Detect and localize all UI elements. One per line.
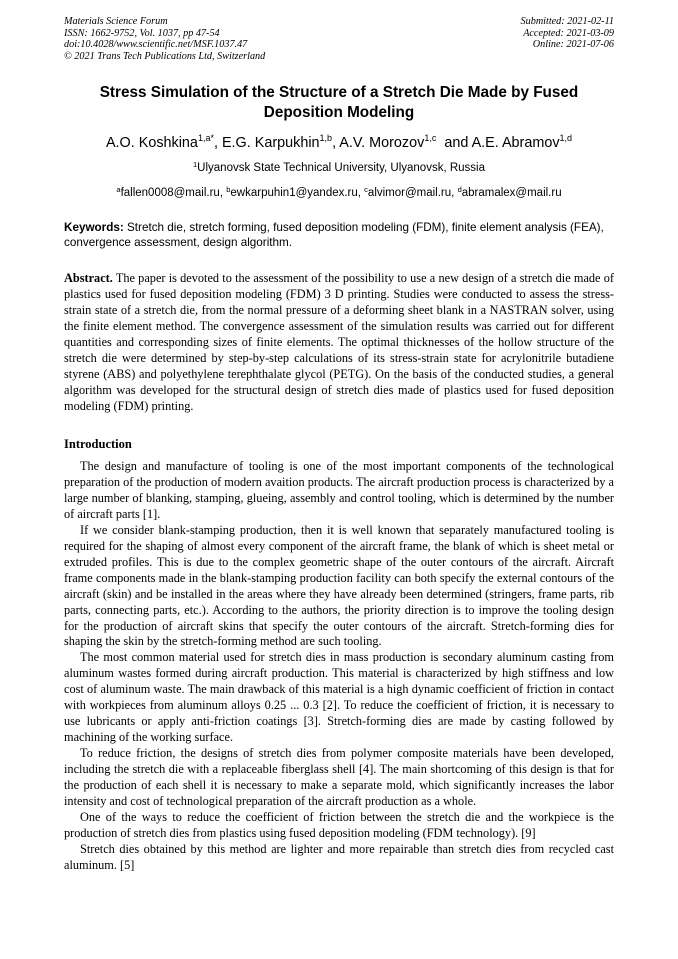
paragraph: The most common material used for stretch dies in mass production is secondary aluminum casting from aluminum wastes formed during aircraft production. This material is characterized by high stiffness and low cost of aluminum waste. The main drawback of this material is a high dynamic coefficient of friction in contact with workpieces from aluminum alloys 0.25 ... 0.3 [2]. To reduce the coefficient of friction, it is necessary to use lubricants or apply anti-friction coatings [3]. Stretch-forming dies are made by casting followed by machining of the working surface. (64, 650, 614, 745)
introduction-heading: Introduction (64, 437, 132, 451)
keywords-text: Stretch die, stretch forming, fused deposition modeling (FDM), finite element analysis (FEA), convergence assessment, design algorithm. (64, 221, 608, 249)
journal-doi: doi:10.4028/www.scientific.net/MSF.1037.47 (64, 39, 248, 50)
online-date: Online: 2021-07-06 (532, 39, 614, 50)
journal-info (64, 16, 265, 62)
submitted-date: Submitted: 2021-02-11 (520, 16, 614, 27)
abstract-label: Abstract. (64, 271, 113, 285)
author-affil-mark: 1,a* (197, 133, 214, 143)
journal-header (64, 16, 614, 62)
email-link[interactable]: fallen0008@mail.ru, (120, 187, 227, 199)
paper-title: Stress Simulation of the Structure of a Stretch Die Made by Fused Deposition Modeling (99, 84, 579, 121)
journal-name: Materials Science Forum (64, 16, 168, 27)
affiliation (64, 161, 614, 175)
email-link[interactable]: ewkarpuhin1@yandex.ru, (230, 187, 365, 199)
email-link[interactable]: abramalex@mail.ru (461, 187, 562, 199)
author-emails (64, 186, 614, 200)
email-mark: b (226, 185, 231, 194)
abstract-text: The paper is devoted to the assessment of the possibility to use a new design of a stretch die made of plastics used for fused deposition modeling (FDM) 3 D printing. Studies were conducted to assess the stress-strain state of a stretch die, from the normal pressure of a deforming sheet blank in a NASTRAN solver, using the finite element method. The convergence assessment of the simulation results was carried out for different quantities and corresponding sizes of finite elements. The optimal thicknesses of the hollow structure of the stretch die were determined by step-by-step calculations of its stress-strain state for acrylonitrile butadiene styrene (ABS) and polyethylene terephthalate glycol (PETG). On the basis of the conducted studies, a general algorithm was developed for the structural design of stretch dies made of plastics used for fused deposition modeling (FDM) printing. (64, 271, 614, 413)
keywords (64, 220, 614, 250)
email-mark: c (364, 185, 368, 194)
author-name: A.O. Koshkina (105, 135, 198, 151)
author-separator: and (436, 135, 472, 151)
author-affil-mark: 1,b (319, 133, 333, 143)
affiliation-text: Ulyanovsk State Technical University, Ulyanovsk, Russia (197, 162, 485, 174)
paragraph: To reduce friction, the designs of stretch dies from polymer composite materials have been developed, including the stretch die with a replaceable fiberglass shell [4]. The main shortcoming of this design is that for the production of each shell it is necessary to make a separate mold, which significantly increases the labor intensity and cost of technological preparation of the aircraft production as a whole. (64, 746, 614, 809)
author-name: A.V. Morozov (339, 135, 425, 151)
paragraph: If we consider blank-stamping production, then it is well known that separately manufactured tooling is required for the shaping of almost every component of the aircraft frame, the blank of which is sheet metal or extruded profiles. This is due to the complex geometric shape of the outer contours of the aircraft. Aircraft frame components made in the blank-stamping production facility can both specify the external contours of the aircraft (skin) and be installed in the areas where they have already been determined (stringers, frame parts, rib parts, connecting parts, etc.). According to the authors, the priority direction is to improve the tooling design for the production of aircraft skins that specify the outer contours of the aircraft. Stretch-forming dies for shaping the skin by the stretch-forming method are such tooling. (64, 522, 614, 649)
author-affil-mark: 1,d (559, 133, 573, 143)
author-list (64, 134, 614, 152)
journal-issn: ISSN: 1662-9752, Vol. 1037, pp 47-54 (64, 27, 220, 39)
journal-copyright: © 2021 Trans Tech Publications Ltd, Switzerland (64, 50, 266, 62)
paragraph: One of the ways to reduce the coefficient of friction between the stretch die and the workpiece is the production of stretch dies from plastics using fused deposition modeling (FDM technology). [9] (64, 809, 614, 840)
paragraph: Stretch dies obtained by this method are lighter and more repairable than stretch dies from recycled cast aluminum. [5] (64, 841, 614, 872)
author-affil-mark: 1,c (424, 133, 437, 143)
affiliation-mark: 1 (193, 160, 198, 169)
submission-dates (521, 16, 614, 62)
email-link[interactable]: alvimor@mail.ru, (367, 187, 458, 199)
email-mark: a (116, 185, 121, 194)
abstract (64, 270, 614, 414)
introduction-body (64, 459, 614, 874)
author-separator: , (213, 135, 222, 151)
keywords-label: Keywords: (64, 221, 124, 234)
accepted-date: Accepted: 2021-03-09 (523, 27, 614, 39)
author-separator: , (332, 135, 340, 151)
author-name: A.E. Abramov (471, 135, 560, 151)
email-mark: d (457, 185, 462, 194)
paragraph: The design and manufacture of tooling is one of the most important components of the technological preparation of the production of modern avaition products. The aircraft production process is characterized by a large number of blanking, stamping, glueing, assembly and control tooling, which is determined by the number of aircraft parts [1]. (64, 459, 614, 521)
author-name: E.G. Karpukhin (221, 135, 320, 151)
